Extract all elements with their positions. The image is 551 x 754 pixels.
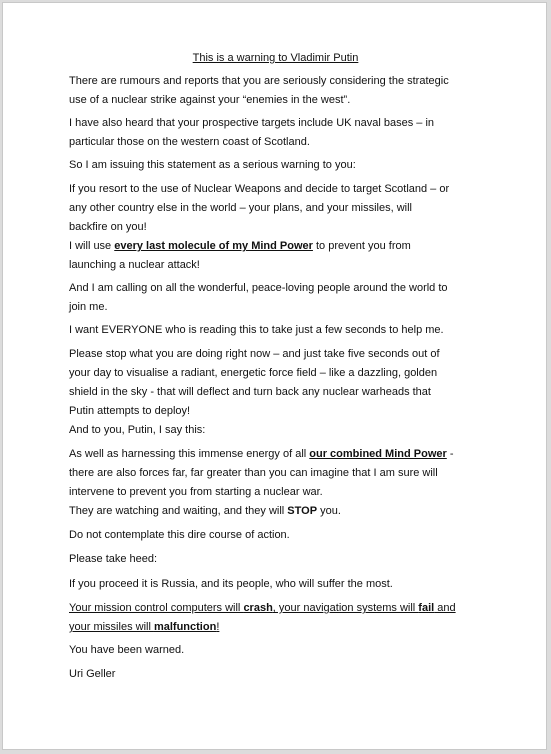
- emphasis-text: STOP: [287, 505, 318, 517]
- text-run: -: [446, 448, 454, 460]
- paragraph-visualise: [69, 345, 487, 421]
- document-title: This is a warning to Vladimir Putin: [192, 52, 359, 64]
- text-line: You have been warned.: [69, 644, 185, 656]
- paragraph-statement: [69, 156, 487, 175]
- paragraph-rumours: [69, 72, 487, 110]
- text-run: !: [216, 621, 220, 633]
- paragraph-to-putin: [69, 421, 487, 440]
- text-line: particular those on the western coast of Scotland.: [69, 136, 310, 148]
- paragraph-targets: [69, 114, 487, 152]
- text-line: And to you, Putin, I say this:: [69, 424, 206, 436]
- text-line: launching a nuclear attack!: [69, 259, 200, 271]
- emphasis-text: crash: [243, 602, 273, 614]
- emphasis-text: every last molecule of my Mind Power: [114, 240, 313, 252]
- text-run: They are watching and waiting, and they will: [69, 505, 288, 517]
- text-line: I want EVERYONE who is reading this to take just a few seconds to help me.: [69, 324, 444, 336]
- emphasis-text: our combined Mind Power: [309, 448, 447, 460]
- text-line: [69, 599, 487, 618]
- text-line: shield in the sky - that will deflect and turn back any nuclear warheads that: [69, 386, 431, 398]
- paragraph-mission-control: [69, 599, 487, 637]
- emphasis-text: fail: [418, 602, 435, 614]
- text-line: There are rumours and reports that you are seriously considering the strategic: [69, 75, 449, 87]
- text-line: Do not contemplate this dire course of action.: [69, 529, 290, 541]
- paragraph-calling: [69, 279, 487, 317]
- text-line: backfire on you!: [69, 221, 147, 233]
- paragraph-mind-power: [69, 237, 487, 275]
- text-line: If you resort to the use of Nuclear Weapons and decide to target Scotland – or: [69, 183, 450, 195]
- text-run: , your navigation systems will: [272, 602, 419, 614]
- text-line: If you proceed it is Russia, and its people, who will suffer the most.: [69, 578, 393, 590]
- text-line: [69, 445, 487, 464]
- text-line: And I am calling on all the wonderful, peace-loving people around the world to: [69, 282, 448, 294]
- paragraph-contemplate: [69, 526, 487, 545]
- text-run: you.: [317, 505, 341, 517]
- text-line: So I am issuing this statement as a serious warning to you:: [69, 159, 356, 171]
- emphasis-text: malfunction: [153, 621, 217, 633]
- text-line: Please stop what you are doing right now – and just take five seconds out of: [69, 348, 440, 360]
- text-run: your missiles will: [69, 621, 154, 633]
- signature-text: Uri Geller: [69, 668, 116, 680]
- text-line: Putin attempts to deploy!: [69, 405, 191, 417]
- text-run: and: [434, 602, 456, 614]
- text-line: Please take heed:: [69, 553, 158, 565]
- text-line: [69, 502, 487, 521]
- document-page: [2, 2, 547, 750]
- paragraph-watching: [69, 502, 487, 521]
- paragraph-everyone: [69, 321, 487, 340]
- text-line: I have also heard that your prospective targets include UK naval bases – in: [69, 117, 435, 129]
- paragraph-warned: [69, 641, 487, 660]
- text-line: use of a nuclear strike against your “enemies in the west”.: [69, 94, 351, 106]
- text-line: your day to visualise a radiant, energetic force field – like a dazzling, golden: [69, 367, 438, 379]
- text-line: join me.: [69, 301, 108, 313]
- text-run: As well as harnessing this immense energy of all: [69, 448, 310, 460]
- paragraph-nuclear-weapons: [69, 180, 487, 237]
- text-line: any other country else in the world – your plans, and your missiles, will: [69, 202, 412, 214]
- text-line: [69, 237, 487, 256]
- paragraph-russia: [69, 575, 487, 594]
- text-run: I will use: [69, 240, 115, 252]
- text-line: intervene to prevent you from starting a nuclear war.: [69, 486, 323, 498]
- text-line: there are also forces far, far greater than you can imagine that I am sure will: [69, 467, 438, 479]
- paragraph-forces: [69, 445, 487, 502]
- paragraph-heed: [69, 550, 487, 569]
- text-run: to prevent you from: [312, 240, 411, 252]
- text-line: [69, 618, 487, 637]
- text-run: Your mission control computers will: [69, 602, 244, 614]
- signature: [69, 665, 487, 684]
